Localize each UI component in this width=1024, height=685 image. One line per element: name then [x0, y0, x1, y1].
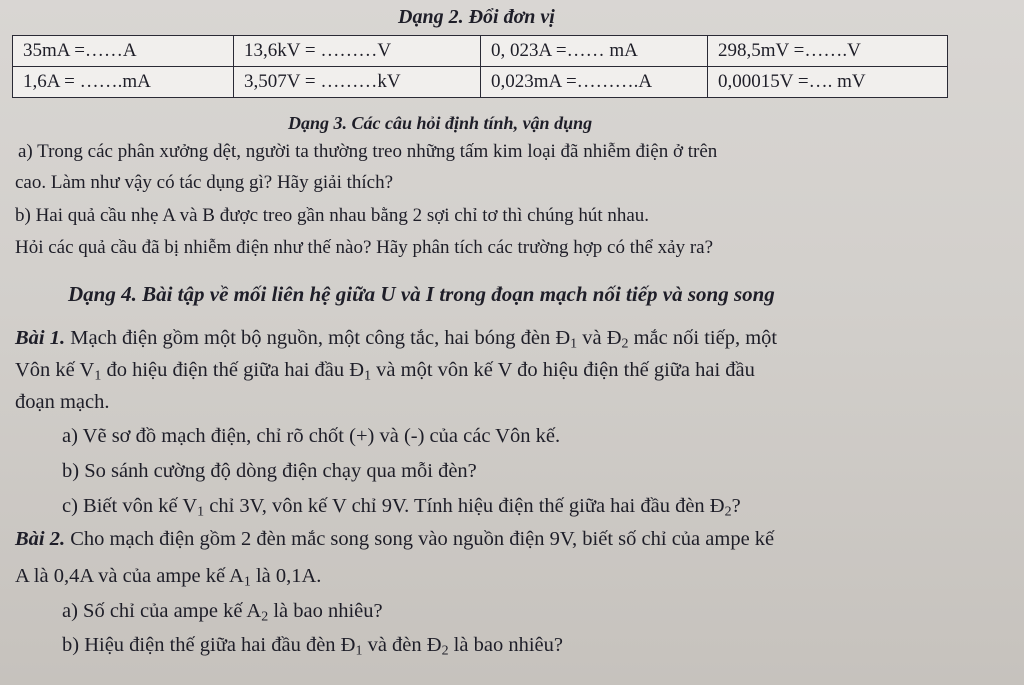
conversion-table: [12, 35, 948, 98]
table-cell: 0,023mA =……….A: [481, 67, 708, 98]
bai1-question-a: a) Vẽ sơ đồ mạch điện, chỉ rõ chốt (+) và (-) của các Vôn kế.: [62, 425, 561, 447]
table-row: [13, 36, 948, 67]
bai1-line2: Vôn kế $V_1$ đo hiệu điện thế giữa hai đầu $Đ_1$ và một vôn kế V đo hiệu điện thế giữa hai đầu: [15, 359, 755, 384]
table-cell: 0, 023A =…… mA: [481, 36, 708, 67]
bai2-question-b: b) Hiệu điện thế giữa hai đầu đèn $Đ_1$ và đèn $Đ_2$ là bao nhiêu?: [62, 634, 563, 659]
bai2-question-a: a) Số chỉ của ampe kế $A_2$ là bao nhiêu?: [62, 600, 383, 625]
bai2-line1: Bài 2. Cho mạch điện gồm 2 đèn mắc song song vào nguồn điện 9V, biết số chỉ của ampe kế: [15, 528, 775, 550]
section3-line: b) Hai quả cầu nhẹ A và B được treo gần nhau bằng 2 sợi chỉ tơ thì chúng hút nhau.: [15, 205, 650, 226]
table-cell: 35mA =……A: [13, 36, 234, 67]
section3-line: Hỏi các quả cầu đã bị nhiễm điện như thế nào? Hãy phân tích các trường hợp có thể xảy ra?: [15, 237, 714, 258]
section3-line: cao. Làm như vậy có tác dụng gì? Hãy giải thích?: [15, 172, 394, 193]
table-cell: 13,6kV = ………V: [234, 36, 481, 67]
table-cell: 298,5mV =…….V: [708, 36, 948, 67]
bai2-label: Bài 2.: [15, 528, 66, 550]
bai1-label: Bài 1.: [15, 327, 66, 349]
section2-title: Dạng 2. Đổi đơn vị: [398, 6, 555, 28]
bai1-question-c: c) Biết vôn kế $V_1$ chỉ 3V, vôn kế V chỉ 9V. Tính hiệu điện thế giữa hai đầu đèn $Đ_2$?: [62, 495, 741, 520]
table-cell: 1,6A = …….mA: [13, 67, 234, 98]
bai1-question-b: b) So sánh cường độ dòng điện chạy qua mỗi đèn?: [62, 460, 477, 482]
section4-title: Dạng 4. Bài tập về mối liên hệ giữa U và I trong đoạn mạch nối tiếp và song song: [68, 282, 775, 306]
section3-title: Dạng 3. Các câu hỏi định tính, vận dụng: [288, 113, 593, 133]
section3-line: a) Trong các phân xưởng dệt, người ta thường treo những tấm kim loại đã nhiễm điện ở trên: [18, 141, 718, 162]
table-cell: 3,507V = ………kV: [234, 67, 481, 98]
bai2-line2: A là 0,4A và của ampe kế $A_1$ là 0,1A.: [15, 565, 322, 590]
table-row: [13, 67, 948, 98]
table-cell: 0,00015V =…. mV: [708, 67, 948, 98]
bai1-line1: Bài 1. Mạch điện gồm một bộ nguồn, một công tắc, hai bóng đèn $Đ_1$ và $Đ_2$ mắc nối tiếp, một: [15, 327, 778, 352]
bai1-line3: đoạn mạch.: [15, 391, 110, 413]
